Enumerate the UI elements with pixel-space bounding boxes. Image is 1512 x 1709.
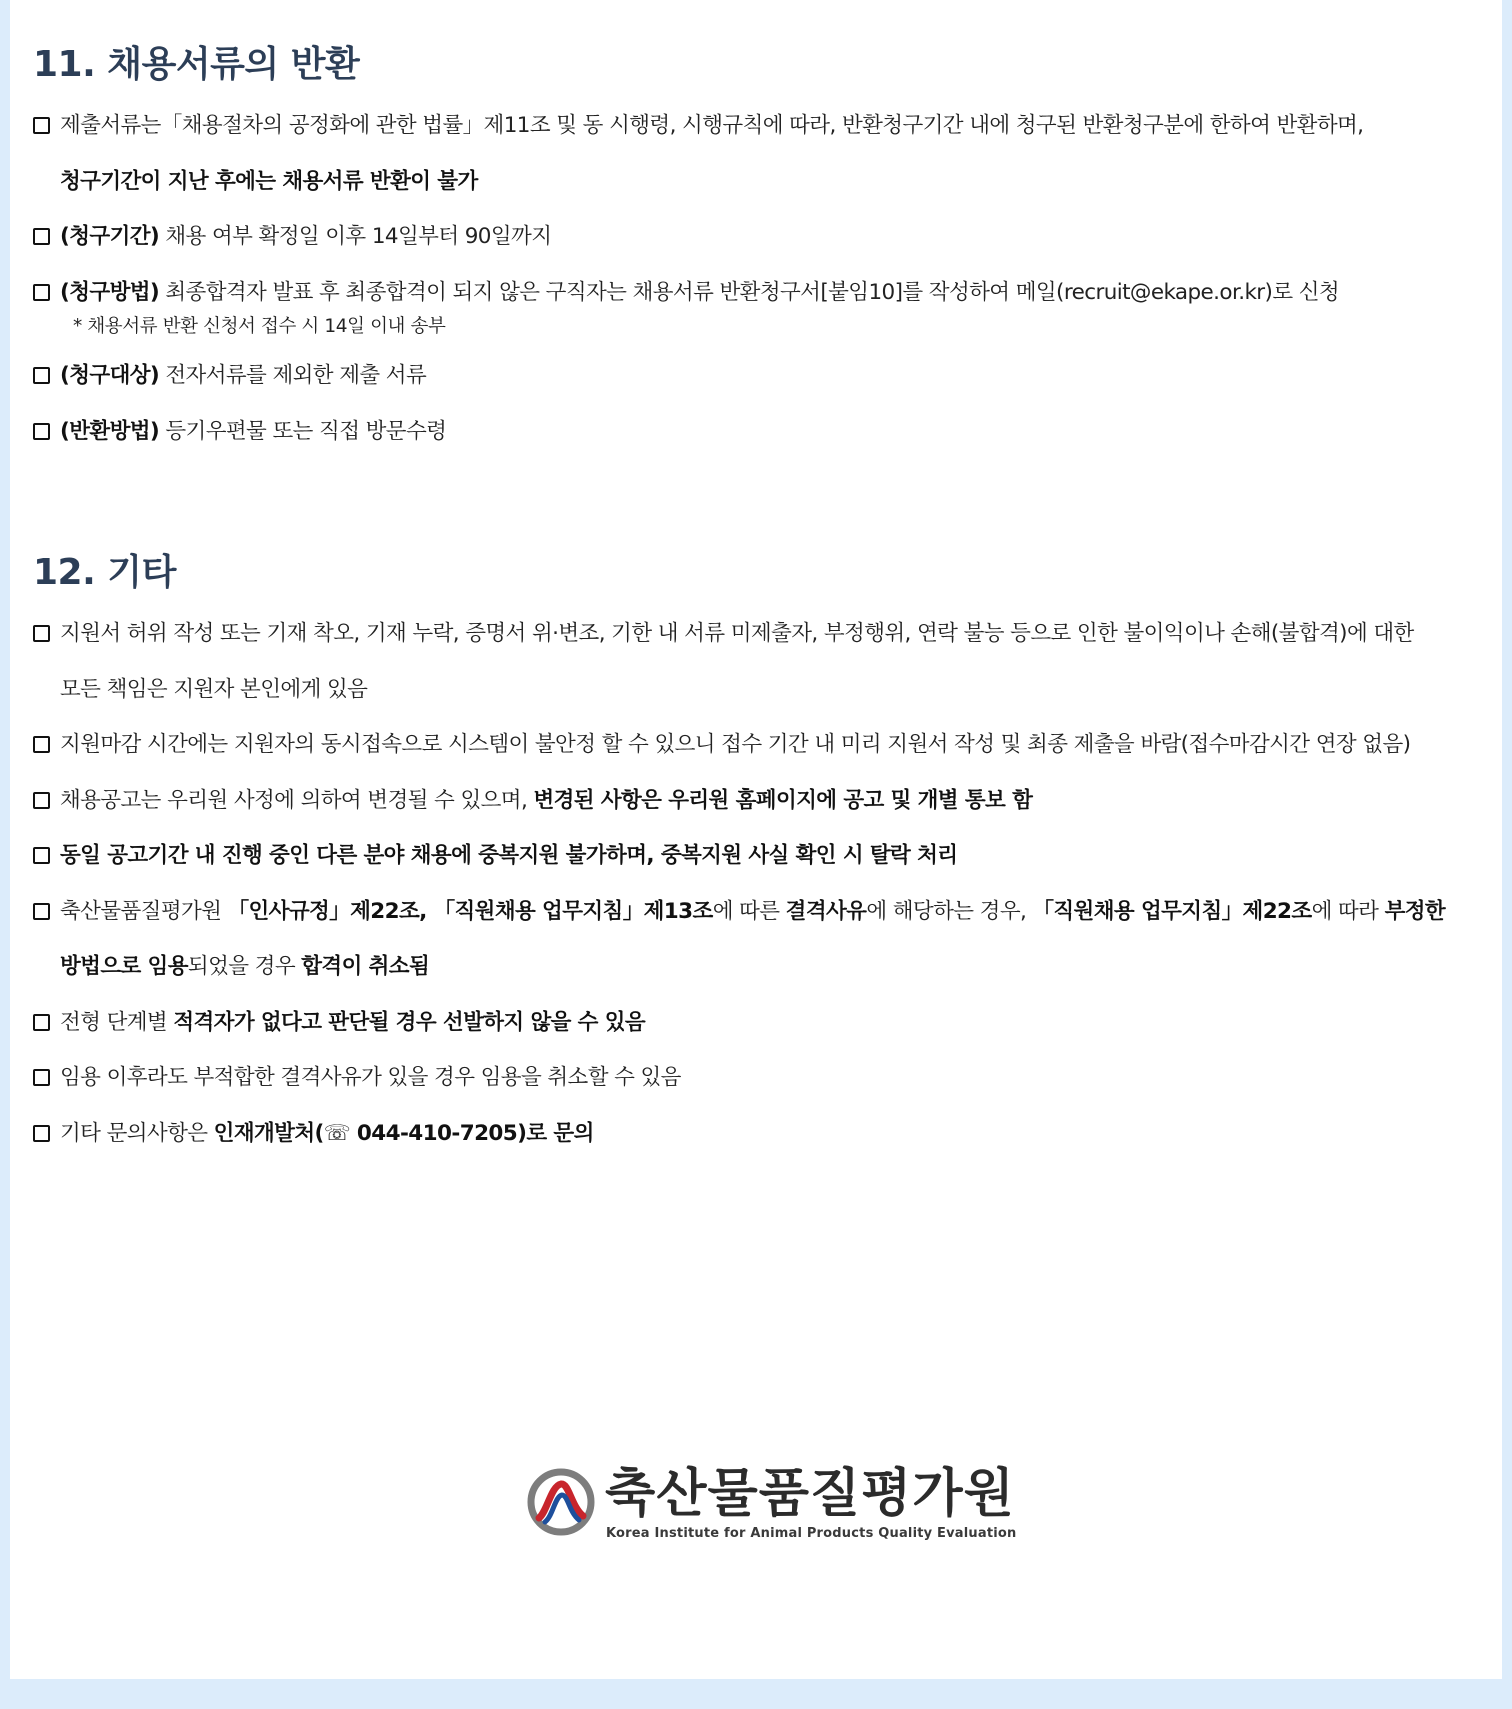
list-item: (청구대상) 전자서류를 제외한 제출 서류	[33, 348, 1473, 404]
checkbox-bullet-icon	[33, 228, 50, 245]
checkbox-bullet-icon	[33, 1069, 50, 1086]
list-item: 전형 단계별 적격자가 없다고 판단될 경우 선발하지 않을 수 있음	[33, 995, 1473, 1051]
checkbox-bullet-icon	[33, 903, 50, 920]
checkbox-bullet-icon	[33, 625, 50, 642]
section-11-title: 11. 채용서류의 반환	[33, 44, 360, 85]
list-item: 채용공고는 우리원 사정에 의하여 변경될 수 있으며, 변경된 사항은 우리원 홈페이지에 공고 및 개별 통보 함	[33, 773, 1473, 829]
list-item: (청구기간) 채용 여부 확정일 이후 14일부터 90일까지	[33, 209, 1473, 265]
list-item: 제출서류는「채용절차의 공정화에 관한 법률」제11조 및 동 시행령, 시행규칙에 따라, 반환청구기간 내에 청구된 반환청구분에 한하여 반환하며,	[33, 98, 1473, 154]
list-item: 지원마감 시간에는 지원자의 동시접속으로 시스템이 불안정 할 수 있으니 접수 기간 내 미리 지원서 작성 및 최종 제출을 바람(접수마감시간 연장 없음)	[33, 717, 1473, 773]
section-11	[33, 40, 1473, 459]
list-item: 축산물품질평가원 「인사규정」제22조, 「직원채용 업무지침」제13조에 따른 결격사유에 해당하는 경우, 「직원채용 업무지침」제22조에 따라 부정한	[33, 884, 1473, 940]
logo-text: 축산물품질평가원	[605, 1464, 1015, 1524]
checkbox-bullet-icon	[33, 423, 50, 440]
checkbox-bullet-icon	[33, 847, 50, 864]
list-item: (청구방법) 최종합격자 발표 후 최종합격이 되지 않은 구직자는 채용서류 반환청구서[붙임10]를 작성하여 메일(recruit@ekape.or.kr)로 신청	[33, 265, 1473, 321]
checkbox-bullet-icon	[33, 367, 50, 384]
logo-emblem-icon	[525, 1466, 597, 1538]
list-item-continuation: 방법으로 임용되었을 경우 합격이 취소됨	[60, 954, 430, 979]
list-item: 지원서 허위 작성 또는 기재 착오, 기재 누락, 증명서 위·변조, 기한 내 서류 미제출자, 부정행위, 연락 불능 등으로 인한 불이익이나 손해(불합격)에 대한	[33, 606, 1473, 662]
list-item: 기타 문의사항은 인재개발처(☏ 044-410-7205)로 문의	[33, 1106, 1473, 1162]
list-item: (반환방법) 등기우편물 또는 직접 방문수령	[33, 404, 1473, 460]
checkbox-bullet-icon	[33, 284, 50, 301]
footnote: * 채용서류 반환 신청서 접수 시 14일 이내 송부	[73, 316, 446, 337]
checkbox-bullet-icon	[33, 792, 50, 809]
list-item: 임용 이후라도 부적합한 결격사유가 있을 경우 임용을 취소할 수 있음	[33, 1050, 1473, 1106]
list-item: 동일 공고기간 내 진행 중인 다른 분야 채용에 중복지원 불가하며, 중복지원 사실 확인 시 탈락 처리	[33, 828, 1473, 884]
organization-logo	[525, 1462, 1017, 1546]
section-12	[33, 548, 1473, 1161]
checkbox-bullet-icon	[33, 117, 50, 134]
section-12-title: 12. 기타	[33, 552, 176, 593]
checkbox-bullet-icon	[33, 736, 50, 753]
checkbox-bullet-icon	[33, 1014, 50, 1031]
checkbox-bullet-icon	[33, 1125, 50, 1142]
list-item-continuation: 청구기간이 지난 후에는 채용서류 반환이 불가	[60, 168, 478, 194]
logo-english-text: Korea Institute for Animal Products Quality Evaluation	[606, 1526, 1017, 1541]
list-item-continuation: 모든 책임은 지원자 본인에게 있음	[60, 676, 368, 702]
